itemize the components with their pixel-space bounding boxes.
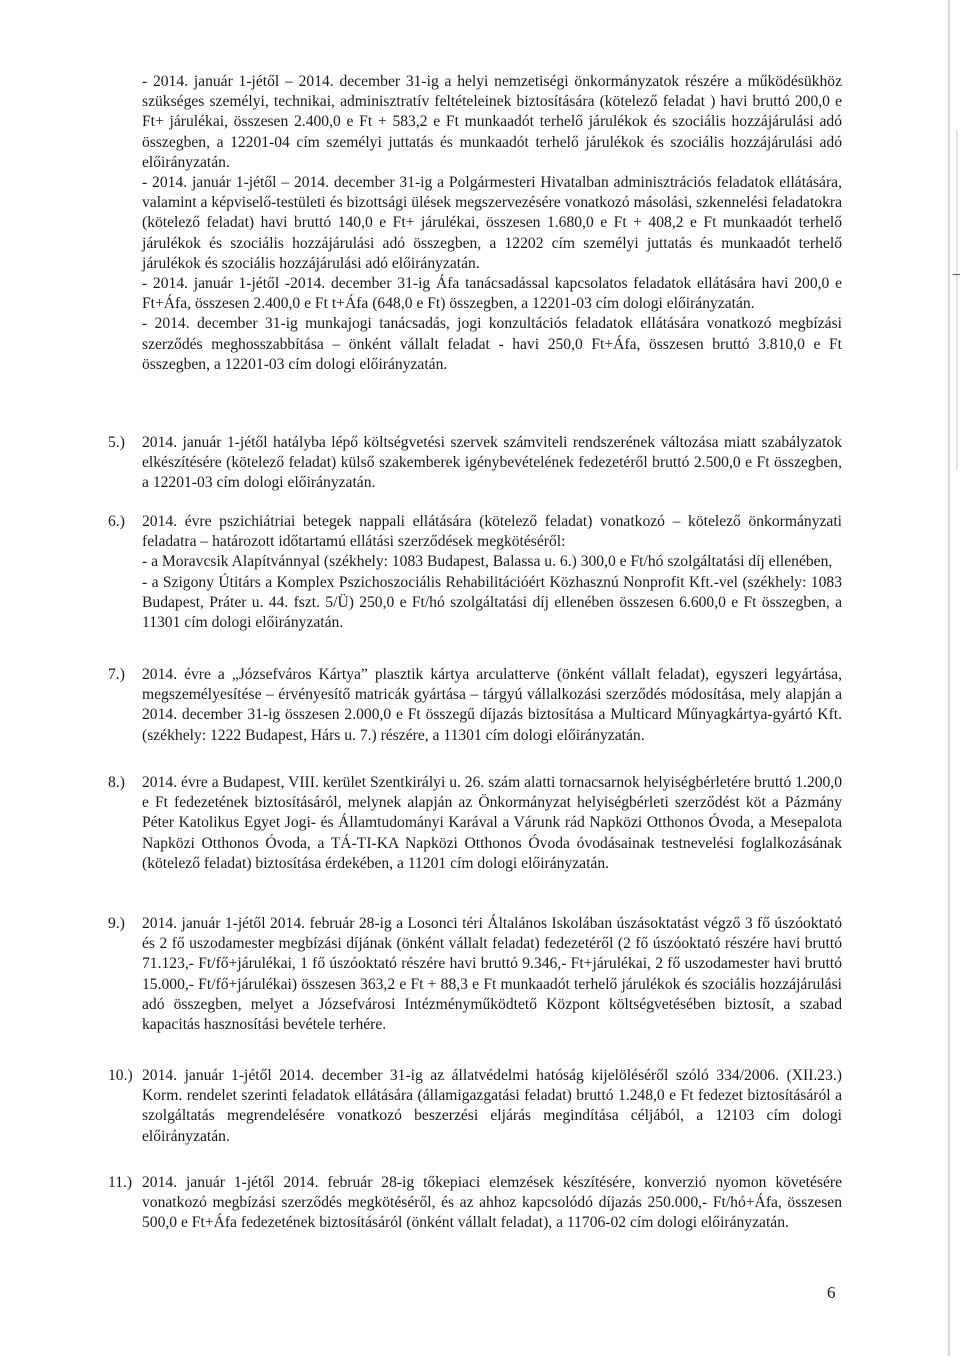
item-line: 2014. évre a Budapest, VIII. kerület Szentkirályi u. 26. szám alatti tornacsarnok helyiségbérletére bruttó 1.200,0 e Ft fedezetének biztosításáról, melynek alapján az Önkormányzat helyiségbérleti szerződést köt a Pázmány Péter Katolikus Egyet Jogi- és Államtudományi Karával a Várunk rád Napközi Otthonos Óvoda, a Mesepalota Napközi Otthonos Óvoda, a TÁ-TI-KA Napközi Otthonos Óvoda óvodásainak testnevelési foglalkozásának (kötelező feladat) biztosítása érdekében, a 11201 cím dologi előirányzatán. bbox=[142, 774, 842, 872]
item-text bbox=[142, 773, 842, 874]
paragraph: - 2014. január 1-jétől – 2014. december 31-ig a helyi nemzetiségi önkormányzatok részére a működésükhöz szükséges személyi, technikai, adminisztratív feltételeinek biztosítására (kötelező feladat ) havi bruttó 200,0 e Ft+ járulékai, összesen 2.400,0 e Ft + 583,2 e Ft munkaadót terhelő járulékok és szociális hozzájárulási adó összegben, a 12201-04 cím személyi juttatás és munkaadót terhelő járulékok és szociális hozzájárulási adó előirányzatán. bbox=[142, 73, 842, 171]
item-number: 5.) bbox=[108, 434, 125, 451]
item-line: - a Moravcsik Alapítvánnyal (székhely: 1083 Budapest, Balassa u. 6.) 300,0 e Ft/hó szolgáltatási díj ellenében, bbox=[142, 553, 833, 571]
item-line: 2014. január 1-jétől 2014. február 28-ig tőkepiaci elemzések készítésére, konverzió nyomon követésére vonatkozó megbízási szerződés megkötéséről, és az ahhoz kapcsolódó díjazás 250.000,- Ft/hó+Áfa, összesen 500,0 e Ft+Áfa fedezetének biztosításáról (önként vállalt feladat), a 11706-02 cím dologi előirányzatán. bbox=[142, 1174, 842, 1232]
item-text bbox=[142, 433, 842, 494]
scan-edge-right-inner bbox=[956, 130, 958, 470]
item-number: 8.) bbox=[108, 774, 125, 791]
paragraph-block bbox=[142, 72, 842, 375]
item-text bbox=[142, 914, 842, 1035]
item-line: 2014. január 1-jétől 2014. február 28-ig a Losonci téri Általános Iskolában úszásoktatást végző 3 fő úszóoktató és 2 fő uszodamester megbízási díjának (önként vállalt feladat) fedezetéről (2 fő úszóoktató részére havi bruttó 71.123,- Ft/fő+járulékai, 1 fő úszóoktató részére havi bruttó 9.346,- Ft+járulékai, 2 fő uszodamester havi bruttó 15.000,- Ft/fő+járulékai) összesen 363,2 e Ft + 88,3 e Ft munkaadót terhelő járulékok és szociális hozzájárulási adó összegben, melyet a Józsefvárosi Intézményműködtető Központ költségvetésében biztosít, a szabad kapacitás hasznosítási bevétele terhére. bbox=[142, 915, 842, 1034]
item-number: 6.) bbox=[108, 513, 125, 530]
scan-edge-right bbox=[948, 0, 950, 1356]
paragraph: - 2014. január 1-jétől -2014. december 31-ig Áfa tanácsadással kapcsolatos feladatok ellátására havi 200,0 e Ft+Áfa, összesen 2.400,0 e Ft t+Áfa (648,0 e Ft) összegben, a 12201-03 cím dologi előirányzatán. bbox=[142, 275, 842, 313]
item-number: 11.) bbox=[108, 1174, 133, 1191]
item-text bbox=[142, 512, 842, 633]
item-line: - a Szigony Útitárs a Komplex Pszichoszociális Rehabilitációért Közhasznú Nonprofit Kft.-vel (székhely: 1083 Budapest, Práter u. 44. fszt. 5/Ü) 250,0 e Ft/hó szolgáltatási díj ellenében összesen 6.600,0 e Ft összegben, a 11301 cím dologi előirányzatán. bbox=[142, 573, 842, 632]
item-line: 2014. január 1-jétől 2014. december 31-ig az állatvédelmi hatóság kijelöléséről szóló 334/2006. (XII.23.) Korm. rendelet szerinti feladatok ellátására (államigazgatási feladat) bruttó 1.248,0 e Ft fedezet biztosításáról a szolgáltatás megrendelésére vonatkozó beszerzési eljárás megindítása céljából, a 12103 cím dologi előirányzatán. bbox=[142, 1067, 842, 1145]
page-number: 6 bbox=[827, 1283, 836, 1302]
item-line: 2014. évre pszichiátriai betegek nappali ellátására (kötelező feladat) vonatkozó – kötelező önkormányzati feladatra – határozott időtartamú ellátási szerződések megkötéséről: bbox=[142, 513, 842, 551]
paragraph: - 2014. január 1-jétől – 2014. december 31-ig a Polgármesteri Hivatalban adminisztrációs feladatok ellátására, valamint a képviselő-testületi és bizottsági ülések megszervezésére vonatkozó másolási, szkennelési feladatokra (kötelező feladat) havi bruttó 140,0 e Ft+ járulékai, összesen 1.680,0 e Ft + 408,2 e Ft munkaadót terhelő járulékok és szociális hozzájárulási adó összegben, a 12202 cím személyi juttatás és munkaadót terhelő járulékok és szociális hozzájárulási adó előirányzatán. bbox=[142, 174, 842, 272]
item-line: 2014. évre a „Józsefváros Kártya” plasztik kártya arculatterve (önként vállalt feladat), egyszeri legyártása, megszemélyesítése – érvényesítő matricák gyártása – tárgyú vállalkozási szerződés módosítása, mely alapján a 2014. december 31-ig összesen 2.000,0 e Ft összegű díjazás biztosítása a Multicard Műnyagkártya-gyártó Kft. (székhely: 1222 Budapest, Hárs u. 7.) részére, a 11301 cím dologi előirányzatán. bbox=[142, 666, 842, 744]
item-text bbox=[142, 665, 842, 746]
item-text bbox=[142, 1173, 842, 1234]
item-text bbox=[142, 1066, 842, 1147]
item-number: 7.) bbox=[108, 666, 125, 683]
paragraph: - 2014. december 31-ig munkajogi tanácsadás, jogi konzultációs feladatok ellátására vonatkozó megbízási szerződés meghosszabbítása – önként vállalt feladat - havi 250,0 Ft+Áfa, összesen bruttó 3.810,0 e Ft összegben, a 12201-03 cím dologi előirányzatán. bbox=[142, 315, 842, 373]
item-number: 10.) bbox=[108, 1067, 133, 1084]
item-number: 9.) bbox=[108, 915, 125, 932]
item-line: 2014. január 1-jétől hatályba lépő költségvetési szervek számviteli rendszerének változása miatt szabályzatok elkészítésére (kötelező feladat) külső szakemberek igénybevételének fedezetéről bruttó 2.500,0 e Ft összegben, a 12201-03 cím dologi előirányzatán. bbox=[142, 434, 842, 492]
scan-edge-mark bbox=[953, 274, 960, 275]
